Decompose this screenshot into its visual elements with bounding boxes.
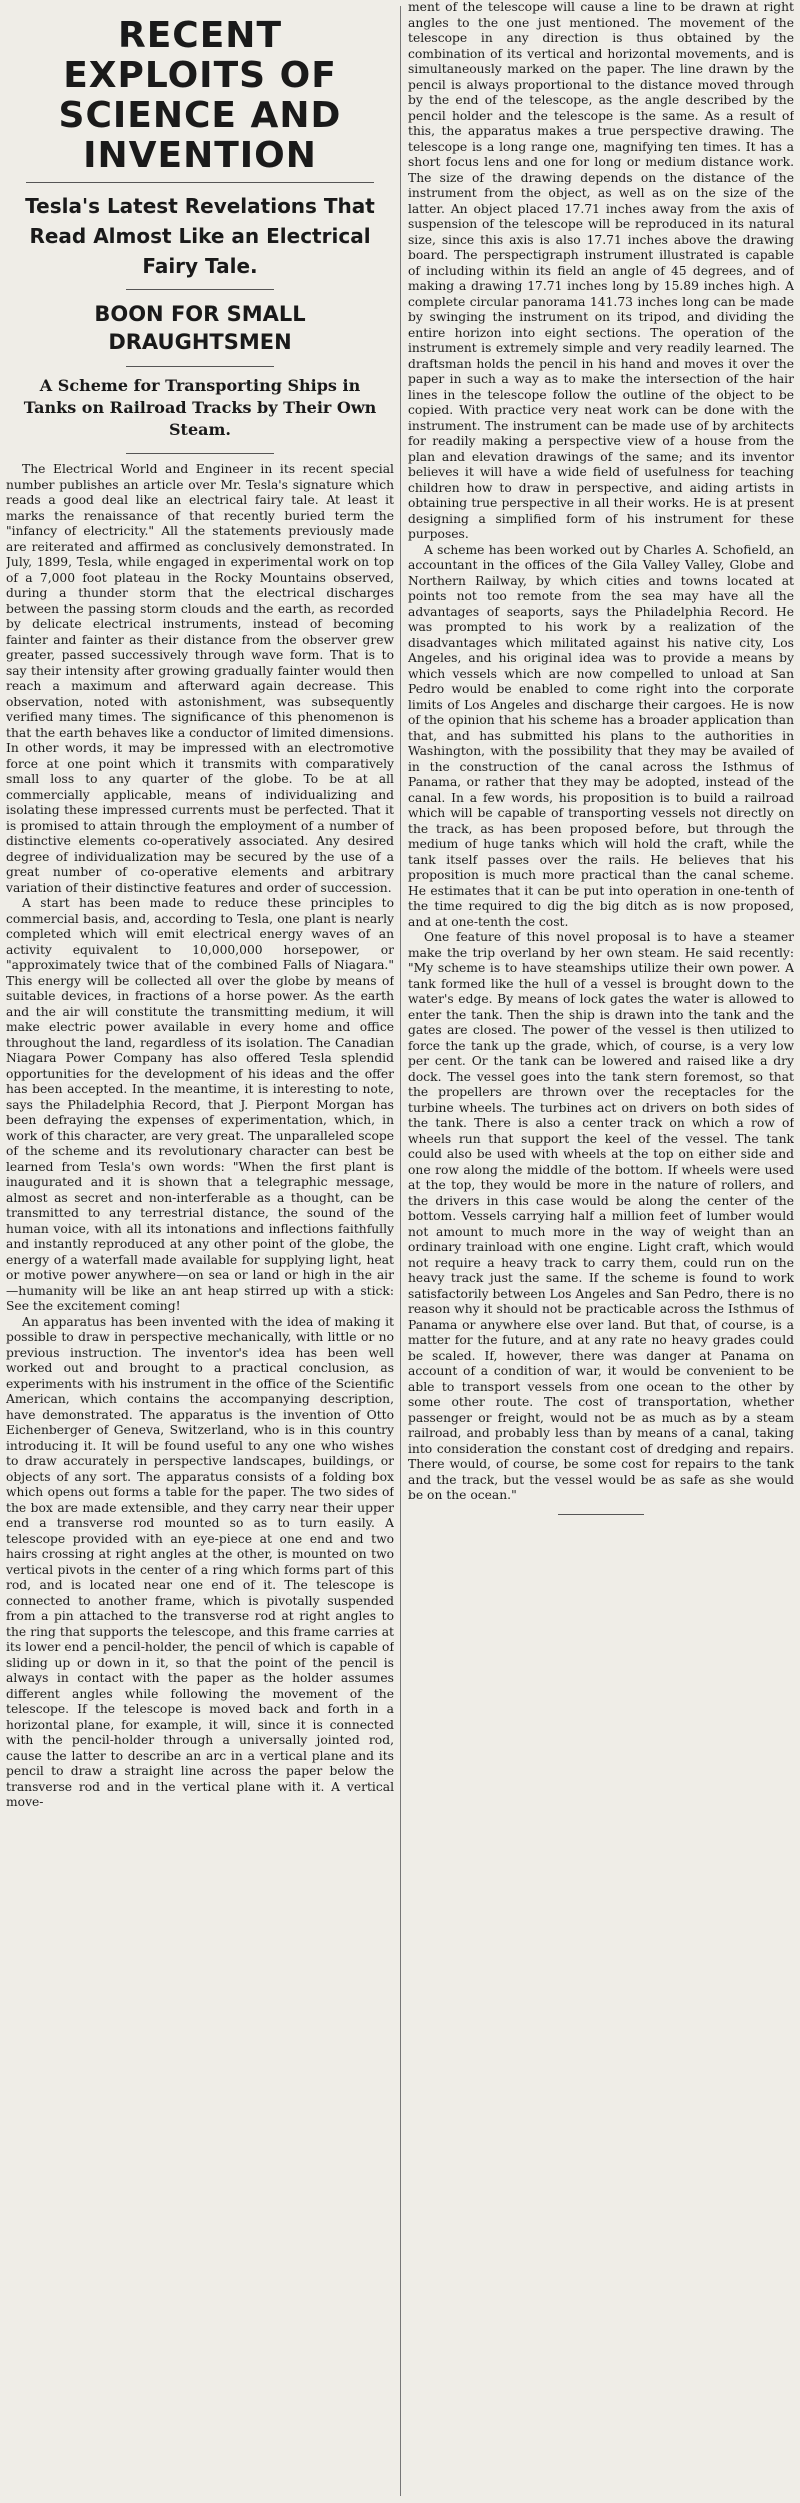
right-column — [408, 0, 794, 2503]
subdeck: A Scheme for Transporting Ships in Tanks on Railroad Tracks by Their Own Steam. — [23, 376, 377, 439]
headline-rule — [26, 182, 374, 183]
paragraph: The Electrical World and Engineer in its recent special number publishes an article over Mr. Tesla's signature which reads a good deal like an electrical fairy tale. At least it marks the renaissance of that recently buried term the "infancy of electricity." All the statements previously made are reiterated and affirmed as conclusively demonstrated. In July, 1899, Tesla, while engaged in experimental work on top of a 7,000 foot plateau in the Rocky Mountains observed, during a thunder storm that the electrical discharges between the passing storm clouds and the earth, as recorded by delicate electrical instruments, instead of becoming fainter and fainter as their distance from the observer grew greater, passed successively through wave form. That is to say their intensity after growing gradually fainter would then reach a maximum and afterward again decrease. This observation, noted with astonishment, was subsequently verified many times. The significance of this phenomenon is that the earth behaves like a conductor of limited dimensions. In other words, it may be impressed with an electromotive force at one point which it transmits with comparatively small loss to any quarter of the globe. To be at all commercially applicable, means of individualizing and isolating these impressed currents must be perfected. That it is promised to attain through the employment of a number of distinctive elements co-operatively associated. Any desired degree of individualization may be secured by the use of a great number of co-operative elements and arbitrary variation of their distinctive features and order of succession. — [6, 462, 394, 895]
paragraph: An apparatus has been invented with the idea of making it possible to draw in perspective mechanically, with little or no previous instruction. The inventor's idea has been well worked out and brought to a practical conclusion, as experiments with his instrument in the office of the Scientific American, which contains the accompanying description, have demonstrated. The apparatus is the invention of Otto Eichenberger of Geneva, Switzerland, who is in this country introducing it. It will be found useful to any one who wishes to draw accurately in perspective landscapes, buildings, or objects of any sort. The apparatus consists of a folding box which opens out forms a table for the paper. The two sides of the box are made extensible, and they carry near their upper end a transverse rod mounted so as to turn easily. A telescope provided with an eye-piece at one end and two hairs crossing at right angles at the other, is mounted on two vertical pivots in the center of a ring which forms part of this rod, and is located near one end of it. The telescope is connected to another frame, which is pivotally suspended from a pin attached to the transverse rod at right angles to the ring that supports the telescope, and this frame carries at its lower end a pencil-holder, the pencil of which is capable of sliding up or down in it, so that the point of the pencil is always in contact with the paper as the holder assumes different angles while following the movement of the telescope. If the telescope is moved back and forth in a horizontal plane, for example, it will, since it is connected with the pencil-holder through a universally jointed rod, cause the latter to describe an arc in a vertical plane and its pencil to draw a straight line across the paper below the transverse rod and in the vertical plane with it. A vertical move- — [6, 1314, 394, 1809]
subdeck-rule — [126, 453, 274, 454]
headline: RECENT EXPLOITS OF SCIENCE AND INVENTION — [58, 15, 342, 176]
paragraph: A scheme has been worked out by Charles A. Schofield, an accountant in the offices of the Gila Valley Valley, Globe and Northern Railway, by which cities and towns located at points not too remote from the sea may have all the advantages of seaports, says the Philadelphia Record. He was prompted to his work by a realization of the disadvantages which militated against his native city, Los Angeles, and his original idea was to provide a means by which vessels which are now compelled to unload at San Pedro would be enabled to come right into the corporate limits of Los Angeles and discharge their cargoes. He is now of the opinion that his scheme has a broader application than that, and has submitted his plans to the authorities in Washington, with the possibility that they may be availed of in the construction of the canal across the Isthmus of Panama, or rather that they may be adopted, instead of the canal. In a few words, his proposition is to build a railroad which will be capable of transporting vessels not directly on the track, as has been proposed before, but through the medium of huge tanks which will hold the craft, while the tank itself passes over the rails. He believes that his proposition is much more practical than the canal scheme. He estimates that it can be put into operation in one-tenth of the time required to dig the big ditch as is now proposed, and at one-tenth the cost. — [408, 542, 794, 929]
left-column — [6, 0, 394, 2503]
deck-rule — [126, 289, 274, 290]
paragraph: A start has been made to reduce these principles to commercial basis, and, according to Tesla, one plant is nearly completed which will emit electrical energy waves of an activity equivalent to 10,000,000 horsepower, or "approximately twice that of the combined Falls of Niagara." This energy will be collected all over the globe by means of suitable devices, in fractions of a horse power. As the earth and the air will constitute the transmitting medium, it will make electric power available in every home and office throughout the land, regardless of its isolation. The Canadian Niagara Power Company has also offered Tesla splendid opportunities for the development of his ideas and the offer has been accepted. In the meantime, it is interesting to note, says the Philadelphia Record, that J. Pierpont Morgan has been defraying the expenses of experimentation, which, in work of this character, are very great. The unparalleled scope of the scheme and its revolutionary character can best be learned from Tesla's own words: "When the first plant is inaugurated and it is shown that a telegraphic message, almost as secret and non-interferable as a thought, can be transmitted to any terrestrial distance, the sound of the human voice, with all its intonations and inflections faithfully and instantly reproduced at any other point of the globe, the energy of a waterfall made available for supplying light, heat or motive power anywhere—on sea or land or high in the air—humanity will be like an ant heap stirred up with a stick: See the excitement coming! — [6, 896, 394, 1313]
paragraph: One feature of this novel proposal is to have a steamer make the trip overland by her own steam. He said recently: "My scheme is to have steamships utilize their own power. A tank formed like the hull of a vessel is brought down to the water's edge. By means of lock gates the water is allowed to enter the tank. Then the ship is drawn into the tank and the gates are closed. The power of the vessel is then utilized to force the tank up the grade, which, of course, is a very low per cent. Or the tank can be lowered and raised like a dry dock. The vessel goes into the tank stern foremost, so that the propellers are thrown over the receptacles for the turbine wheels. The turbines act on drivers on both sides of the tank. There is also a center track on which a row of wheels run that support the keel of the vessel. The tank could also be used with wheels at the top on either side and one row along the middle of the bottom. If wheels were used at the top, they would be more in the nature of rollers, and the drivers in this case would be along the center of the bottom. Vessels carrying half a million feet of lumber would not amount to much more in the way of weight than an ordinary trainload with one engine. Light craft, which would not require a heavy track to carry them, could run on the heavy track just the same. If the scheme is found to work satisfactorily between Los Angeles and San Pedro, there is no reason why it should not be practicable across the Isthmus of Panama or anywhere else over land. But that, of course, is a matter for the future, and at any rate no heavy grades could be scaled. If, however, there was danger at Panama on account of a condition of war, it would be convenient to be able to transport vessels from one ocean to the other by some other route. The cost of transportation, whether passenger or freight, would not be as much as by a steam railroad, and probably less than by means of a canal, taking into consideration the constant cost of dredging and repairs. There would, of course, be some cost for repairs to the tank and the track, but the vessel would be as safe as she would be on the ocean." — [408, 930, 794, 1502]
paragraph: ment of the telescope will cause a line to be drawn at right angles to the one just mentioned. The movement of the telescope in any direction is thus obtained by the combination of its vertical and horizontal movements, and is simultaneously marked on the paper. The line drawn by the pencil is always proportional to the distance moved through by the end of the telescope, as the angle described by the pencil holder and the telescope is the same. As a result of this, the apparatus makes a true perspective drawing. The telescope is a long range one, magnifying ten times. It has a short focus lens and one for long or medium distance work. The size of the drawing depends on the distance of the instrument from the object, as well as on the size of the latter. An object placed 17.71 inches away from the axis of suspension of the telescope will be reproduced in its natural size, since this axis is also 17.71 inches above the drawing board. The perspectigraph instrument illustrated is capable of including within its field an angle of 45 degrees, and of making a drawing 17.71 inches long by 15.89 inches high. A complete circular panorama 141.73 inches long can be made by swinging the instrument on its tripod, and dividing the entire horizon into eight sections. The operation of the instrument is extremely simple and very readily learned. The draftsman holds the pencil in his hand and moves it over the paper in such a way as to make the intersection of the hair lines in the telescope follow the outline of the object to be copied. With practice very neat work can be done with the instrument. The instrument can be made use of by architects for readily making a perspective view of a house from the plan and elevation drawings of the same; and its inventor believes it will have a wide field of usefulness for teaching children how to draw in perspective, and aiding artists in obtaining true perspective in all their works. He is at present designing a simplified form of his instrument for these purposes. — [408, 0, 794, 541]
column-divider — [400, 6, 401, 2496]
subhead-rule — [126, 366, 274, 367]
end-rule — [558, 1514, 644, 1515]
deck: Tesla's Latest Revelations That Read Almost Like an Electrical Fairy Tale. — [25, 194, 375, 278]
subhead: BOON FOR SMALL DRAUGHTSMEN — [94, 302, 306, 354]
